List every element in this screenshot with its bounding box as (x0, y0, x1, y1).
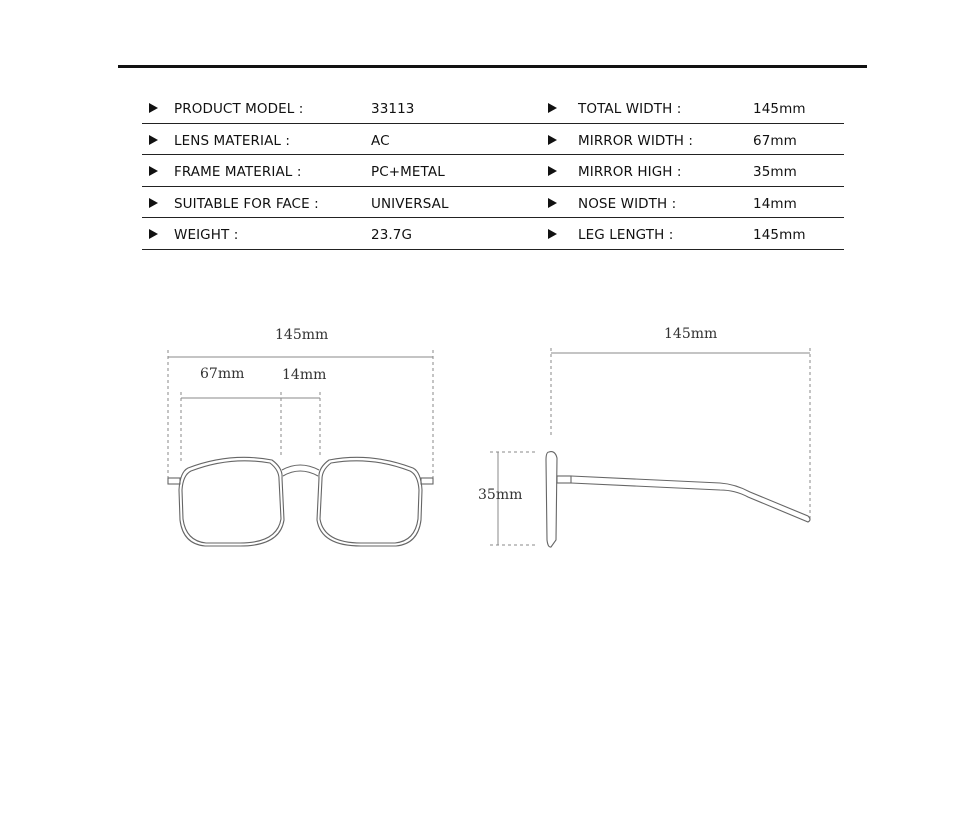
spec-value: PC+METAL (371, 164, 445, 180)
triangle-bullet-icon (548, 135, 557, 145)
side-leg-length-label: 145mm (664, 326, 718, 342)
spec-value: 145mm (753, 101, 806, 117)
spec-row (142, 187, 844, 219)
triangle-bullet-icon (149, 166, 158, 176)
spec-row (142, 92, 844, 124)
spec-label: MIRROR HIGH : (578, 164, 682, 180)
triangle-bullet-icon (149, 198, 158, 208)
spec-value: 23.7G (371, 227, 413, 243)
spec-row (142, 218, 844, 250)
spec-label: LEG LENGTH : (578, 227, 674, 243)
front-nose-width-label: 14mm (282, 367, 327, 383)
spec-value: 67mm (753, 132, 797, 149)
spec-label: MIRROR WIDTH : (578, 132, 694, 149)
spec-label: TOTAL WIDTH : (578, 101, 682, 117)
spec-row (142, 155, 844, 187)
triangle-bullet-icon (149, 135, 158, 145)
spec-value: 35mm (753, 164, 797, 180)
spec-label: LENS MATERIAL : (174, 132, 291, 149)
top-divider-rule (118, 65, 867, 68)
triangle-bullet-icon (548, 103, 557, 113)
triangle-bullet-icon (548, 198, 557, 208)
spec-row (142, 124, 844, 156)
front-lens-width-label: 67mm (200, 366, 245, 382)
triangle-bullet-icon (149, 103, 158, 113)
spec-label: PRODUCT MODEL : (174, 101, 304, 117)
triangle-bullet-icon (548, 229, 557, 239)
spec-value: UNIVERSAL (371, 195, 449, 212)
spec-value: 145mm (753, 227, 806, 243)
triangle-bullet-icon (548, 166, 557, 176)
spec-table (142, 92, 844, 250)
spec-label: WEIGHT : (174, 227, 239, 243)
spec-value: 33113 (371, 101, 415, 117)
front-total-width-label: 145mm (275, 327, 329, 343)
side-lens-height-label: 35mm (478, 487, 523, 503)
spec-label: SUITABLE FOR FACE : (174, 195, 319, 212)
spec-value: AC (371, 132, 390, 149)
spec-value: 14mm (753, 195, 797, 212)
triangle-bullet-icon (149, 229, 158, 239)
spec-label: FRAME MATERIAL : (174, 164, 302, 180)
spec-label: NOSE WIDTH : (578, 195, 677, 212)
